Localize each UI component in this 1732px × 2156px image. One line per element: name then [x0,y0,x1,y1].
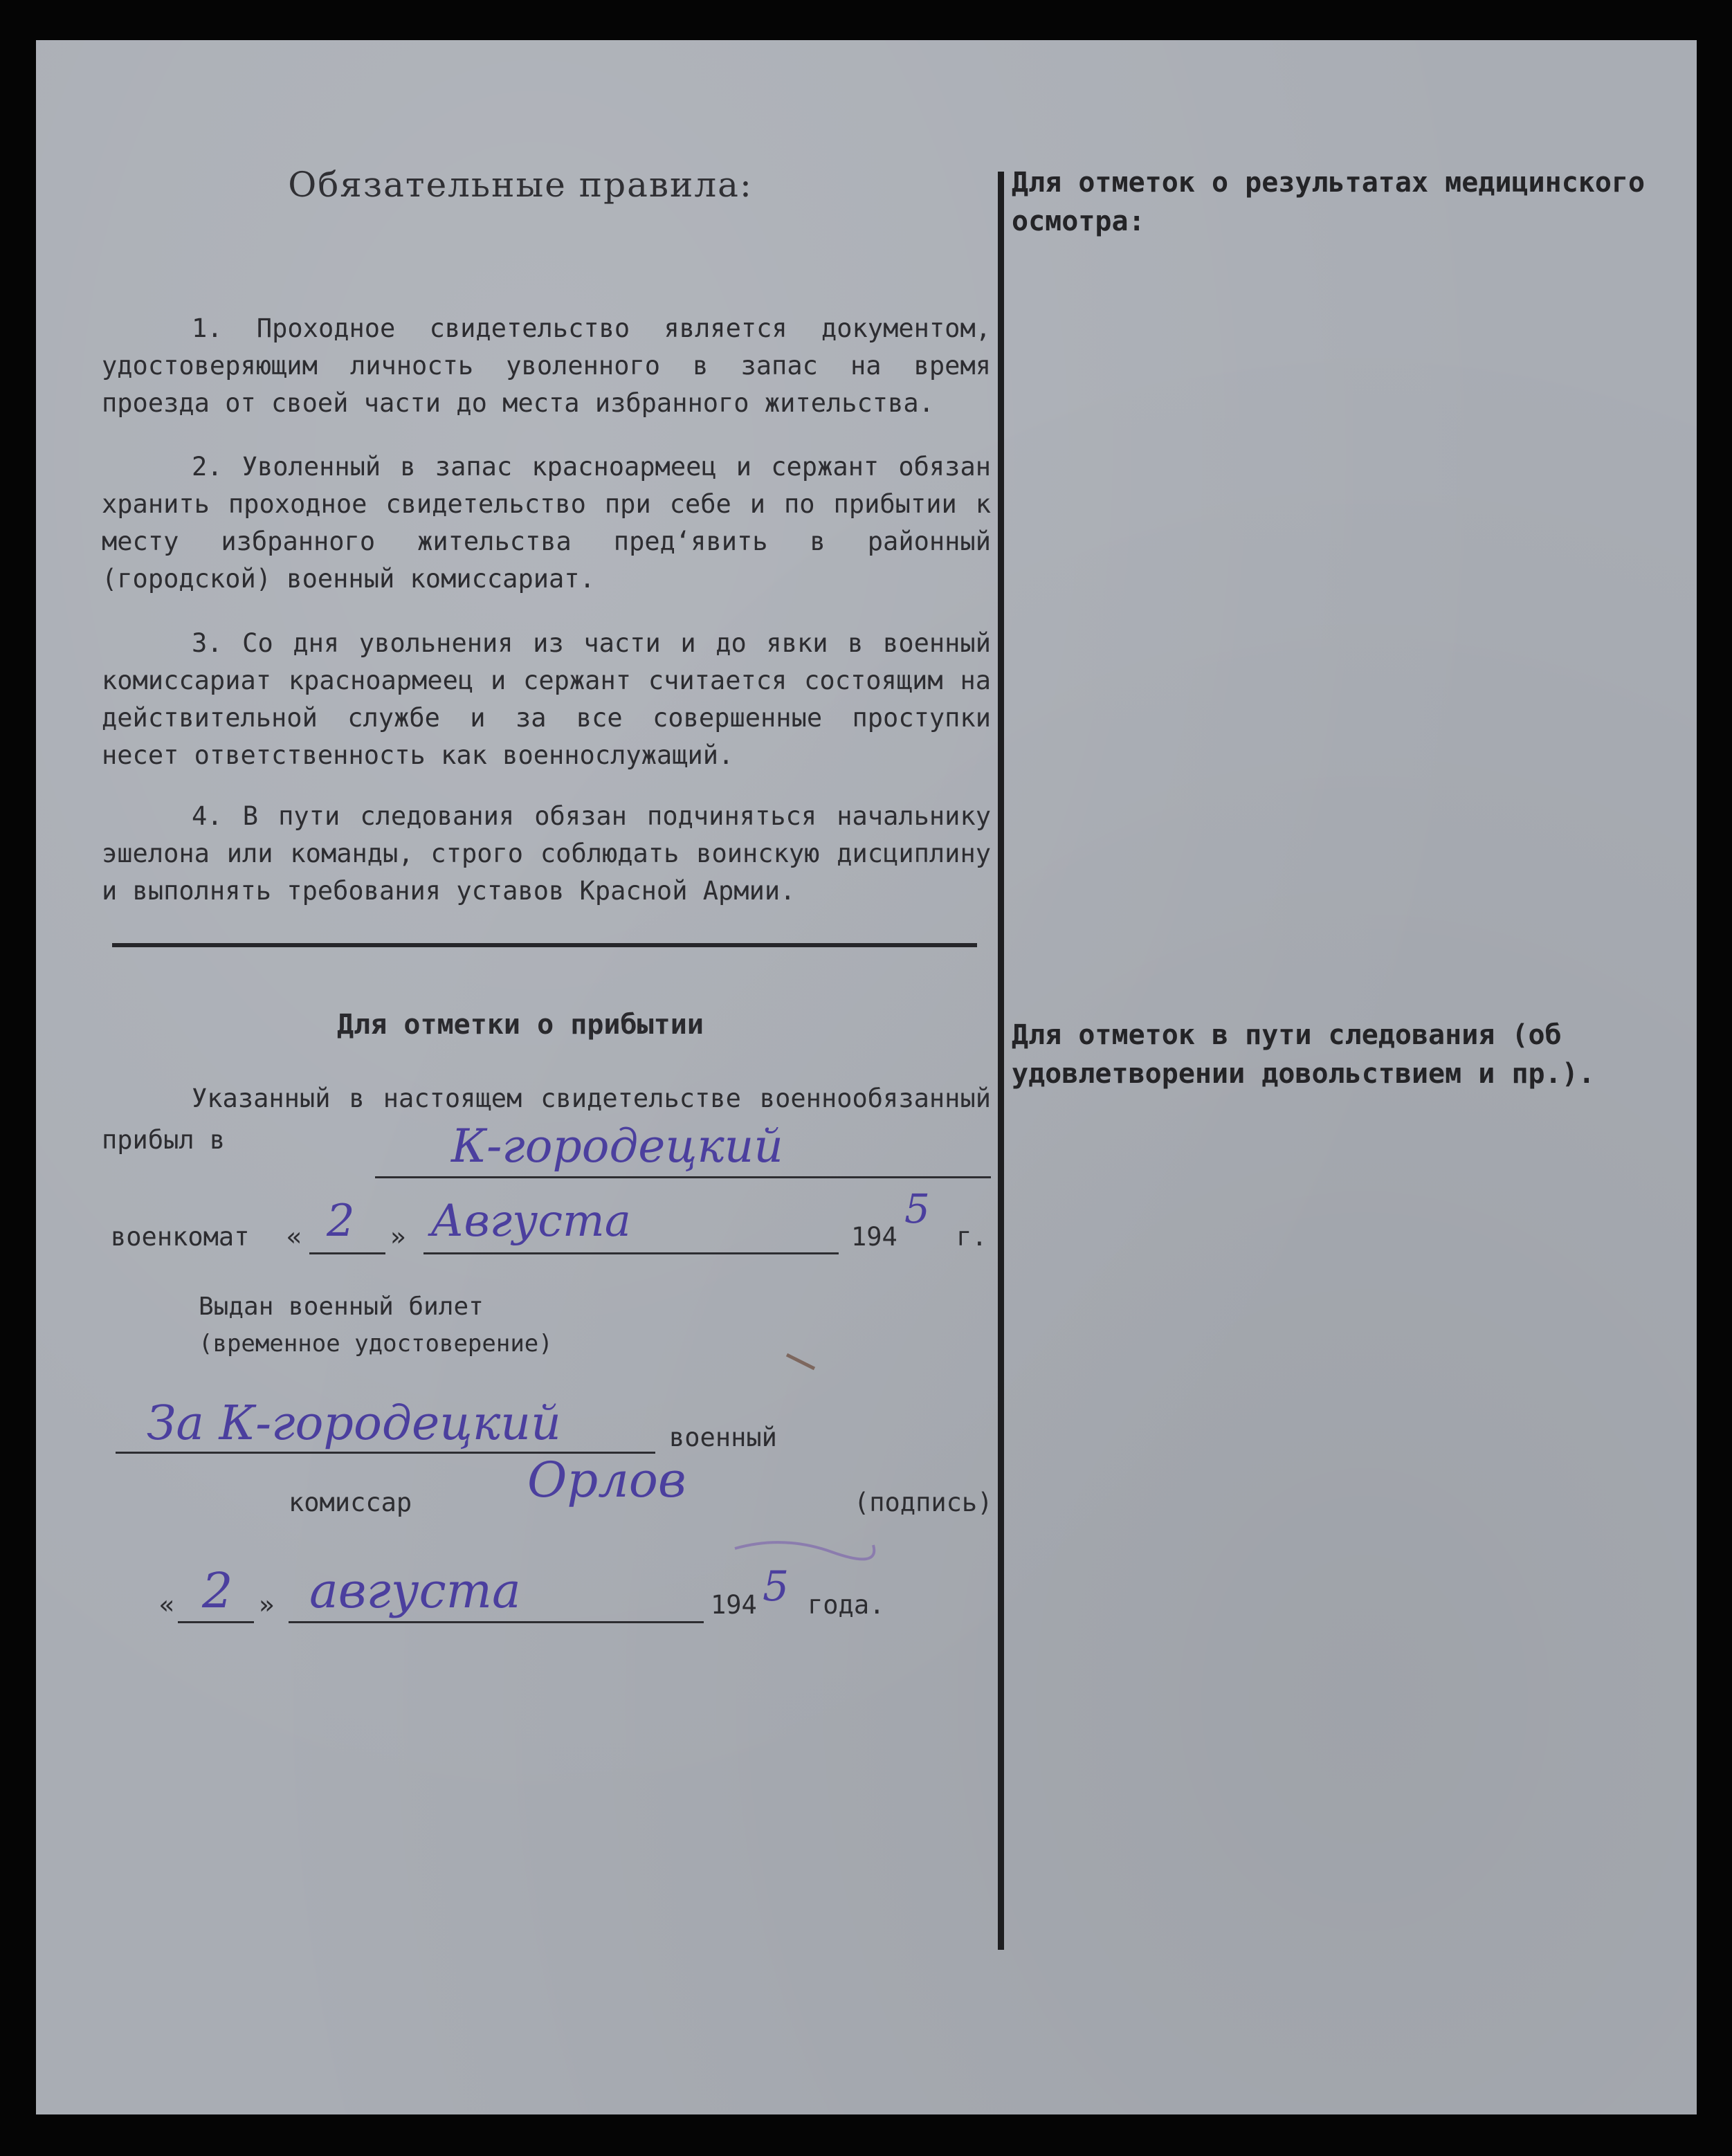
day-handwritten: 2 [327,1196,355,1247]
year-suffix: г. [956,1222,987,1252]
issued-line2: (временное удостоверение) [199,1330,553,1358]
signature-pen-stroke [728,1521,880,1576]
arrival-title: Для отметки о прибытии [337,1009,704,1041]
date2-day-underline [178,1621,254,1623]
date2-month-handwritten: августа [309,1562,521,1619]
column-divider [998,172,1004,1950]
quote-close: » [390,1222,406,1252]
military-label: военный [669,1423,777,1452]
place-handwritten: К-городецкий [451,1120,783,1173]
date2-quote-close: » [259,1590,275,1620]
signature-handwritten: Орлов [527,1452,686,1508]
day-underline [309,1252,385,1254]
year-handwritten: 5 [904,1185,930,1232]
ink-speck [783,1348,825,1376]
arrival-intro: Указанный в настоящем свидетельстве военнообязанный прибыл в [102,1084,991,1155]
ink-speck-path [787,1355,814,1369]
date2-quote-open: « [159,1590,175,1620]
voenkomat-label: военкомат [111,1222,250,1252]
pen-stroke-path [735,1542,874,1559]
rule-2: 2. Уволенный в запас красноармеец и сержант обязан хранить проходное свидетельство при себе и по прибытии к месту избранного жительства пред‘явить в районный (городской) военный комиссариат. [102,452,991,594]
month-underline [423,1252,839,1254]
rule-3: 3. Со дня увольнения из части и до явки в военный комиссариат красноармеец и сержант считается состоящим на действительной службе и за все совершенные проступки несет ответственность как военнослужащий. [102,628,991,770]
date2-suffix: года. [808,1590,885,1620]
rule-1: 1. Проходное свидетельство является документом, удостоверяющим личность уволенного в запас на время проезда от своей части до места избранного жительства. [102,313,991,418]
issued-line1: Выдан военный билет [199,1292,484,1321]
quote-open: « [286,1222,302,1252]
document-sheet [36,40,1697,2114]
year-prefix: 194 [851,1222,897,1252]
commissar-label: комиссар [289,1488,412,1517]
rule-4: 4. В пути следования обязан подчиняться начальнику эшелона или команды, строго соблюдать воинскую дисциплину и выполнять требования уставов Красной Армии. [102,801,991,906]
signature-label: (подпись) [854,1488,993,1517]
date2-year-prefix: 194 [711,1590,757,1620]
section-divider [112,943,977,947]
travel-heading: Для отметок в пути следования (об удовлетворении довольствием и пр.). [1012,1019,1595,1090]
rules-heading: Обязательные правила: [288,165,753,205]
date2-year-handwritten: 5 [763,1562,790,1611]
place-underline [375,1176,991,1178]
medical-heading: Для отметок о результатах медицинского осмотра: [1012,167,1646,237]
month-handwritten: Августа [430,1196,631,1247]
date2-day-handwritten: 2 [202,1562,233,1619]
commissar-handwritten: За К-городецкий [147,1396,561,1451]
date2-month-underline [289,1621,704,1623]
